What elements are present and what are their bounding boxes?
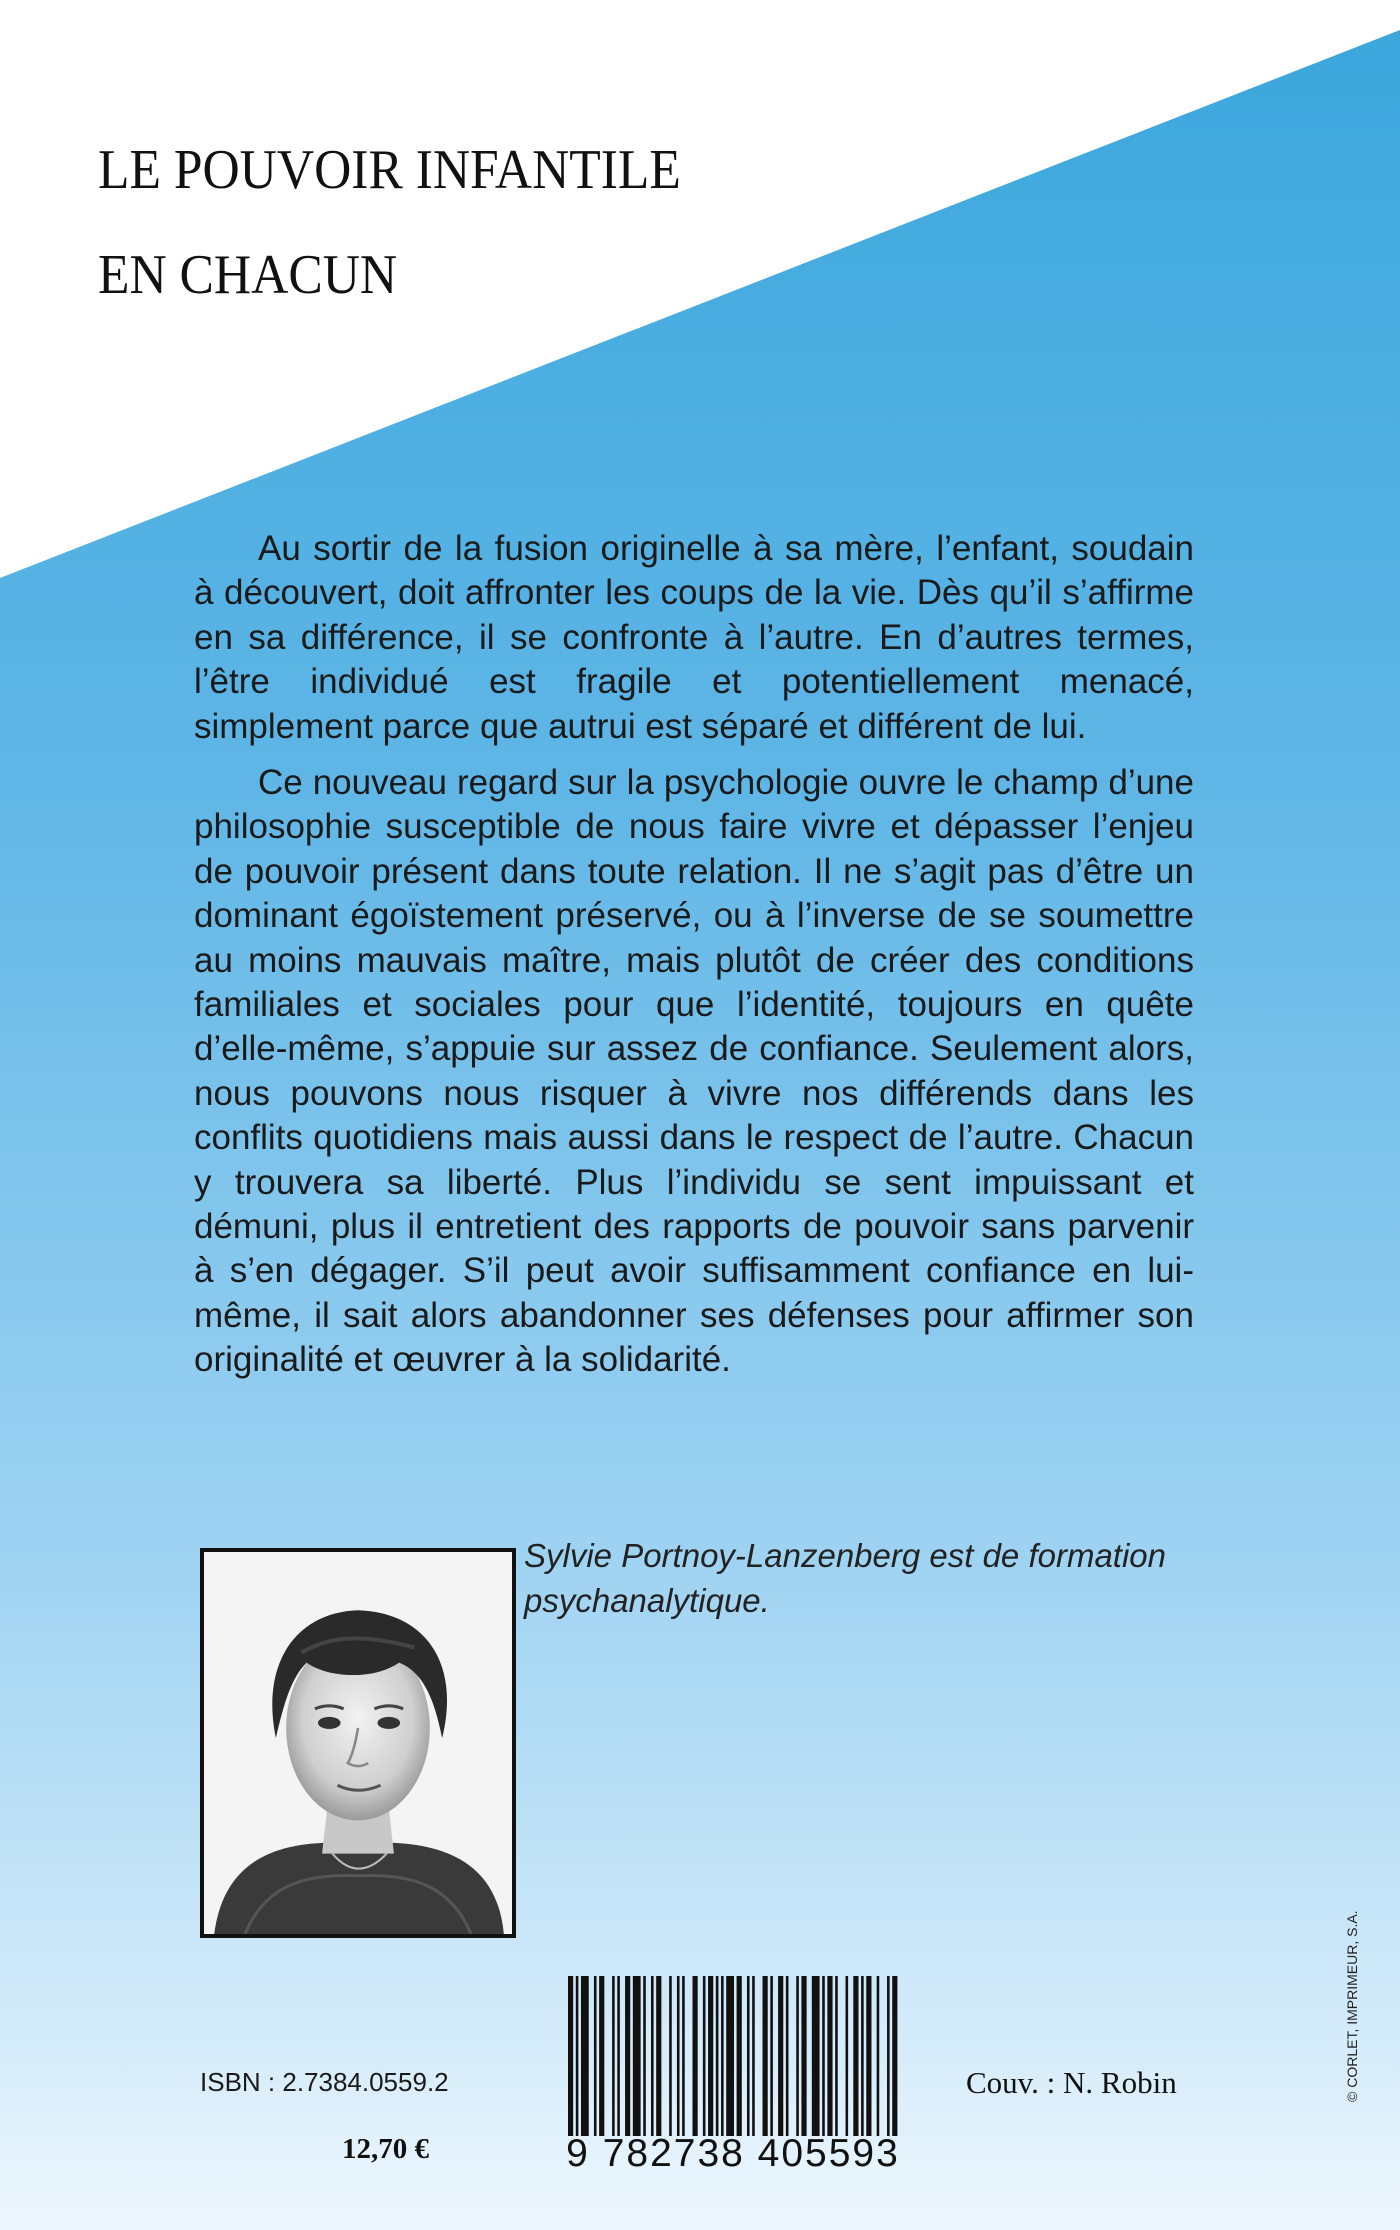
author-photo — [200, 1548, 516, 1938]
author-portrait-image — [204, 1552, 512, 1934]
author-bio: Sylvie Portnoy-Lanzenberg est de formation psychanalytique. — [524, 1537, 1167, 1619]
blurb-paragraph-2: Ce nouveau regard sur la psychologie ouvre le champ d’une philosophie susceptible de nous faire vivre et dépasser l’enjeu de pouvoir présent dans toute relation. Il ne s’agit pas d’être un dominant égoïstement préservé, ou à l’inverse de se soumettre au moins mauvais maître, mais plutôt de créer des conditions familiales et sociales pour que l’identité, toujours en quête d’elle-même, s’appuie sur assez de confiance. Seulement alors, nous pouvons nous risquer à vivre nos différends dans les conflits quotidiens mais aussi dans le respect de l’autre. Chacun y trouvera sa liberté. Plus l’individu se sent impuissant et démuni, plus il entretient des rapports de pouvoir sans parvenir à s’en dégager. S’il peut avoir suffisamment confiance en lui-même, il sait alors abandonner ses défenses pour affirmer son originalité et œuvrer à la solidarité. — [194, 763, 1194, 1380]
barcode-bars — [568, 1976, 900, 2136]
book-title-line2: EN CHACUN — [98, 244, 398, 306]
cover-credit: Couv. : N. Robin — [966, 2065, 1177, 2100]
barcode-number: 9 782738 405593 — [566, 2132, 900, 2175]
isbn-text: ISBN : 2.7384.0559.2 — [200, 2067, 449, 2097]
price-text: 12,70 € — [342, 2133, 429, 2165]
barcode — [556, 1976, 910, 2180]
blurb-paragraph-1: Au sortir de la fusion originelle à sa mère, l’enfant, soudain à découvert, doit affronter les coups de la vie. Dès qu’il s’affirme en sa différence, il se confronte à l’autre. En d’autres termes, l’être individué est fragile et potentiellement menacé, simplement parce que autrui est séparé et différent de lui. — [194, 529, 1194, 746]
printer-credit: © CORLET, IMPRIMEUR, S.A. — [1344, 1910, 1360, 2102]
book-title-line1: LE POUVOIR INFANTILE — [98, 139, 681, 201]
